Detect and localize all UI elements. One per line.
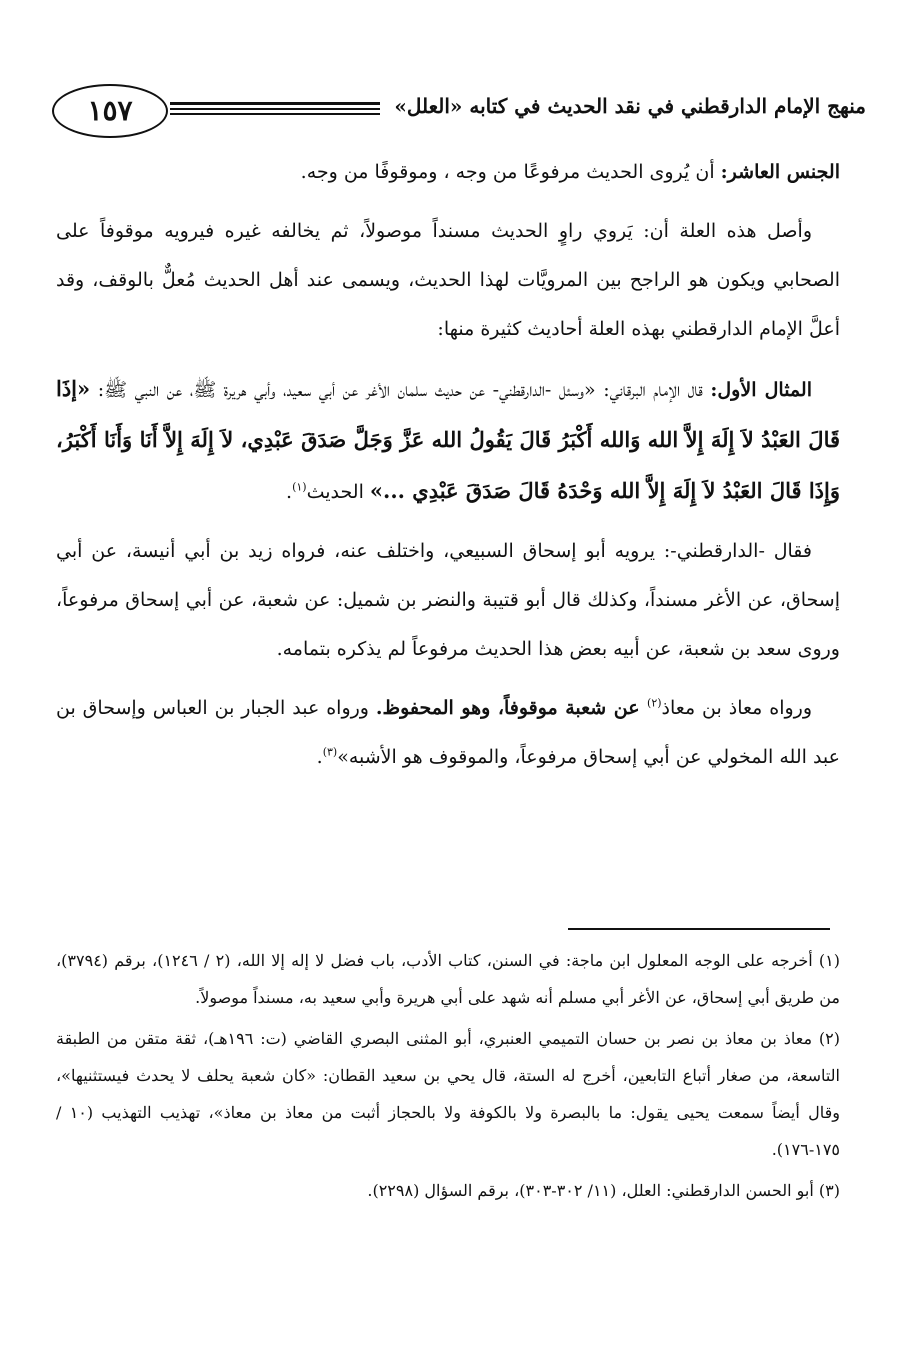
paragraph-text: فقال -الدارقطني-: يرويه أبو إسحاق السبيعي، واختلف عنه، فرواه زيد بن أبي أنيسة، عن أبي إسحاق، عن الأغر مسنداً، وكذلك قال أبو قتيبة والنضر بن شميل: عن شعبة، عن أبي إسحاق مرفوعاً، وروى سعد بن شعبة، عن أبيه بعض هذا الحديث مرفوعاً لم يذكره بتمامه.: [56, 540, 840, 660]
paragraph-text: أن يُروى الحديث مرفوعًا من وجه ، وموقوفًا من وجه.: [300, 161, 721, 183]
emphasis-text: عن شعبة موقوفاً، وهو المحفوظ.: [375, 697, 648, 719]
paragraph-text: الحديث: [306, 481, 370, 503]
paragraph: [56, 148, 840, 197]
header-rule: [170, 102, 380, 105]
paragraph-text: وأصل هذه العلة أن: يَروي راوٍ الحديث مسنداً موصولاً، ثم يخالفه غيره فيرويه موقوفاً على الصحابي ويكون هو الراجح بين المرويَّات لهذا الحديث، ويسمى عند أهل الحديث مُعلٌّ بالوقف، وقد أعلَّ الإمام الدارقطني بهذه العلة أحاديث كثيرة منها:: [56, 220, 840, 340]
page-header: [44, 82, 866, 144]
paragraph-text: قال الإمام البرقاني: «وسئل -الدارقطني- عن حديث سلمان الأغر عن أبي سعيد، وأبي هريرة ﷺ، عن النبي ﷺ:: [90, 379, 711, 401]
paragraph-text: ورواه معاذ بن معاذ: [661, 697, 813, 719]
paragraph: [56, 527, 840, 674]
footnote-ref[interactable]: (٣): [322, 745, 338, 759]
footnote-ref[interactable]: (١): [292, 480, 307, 494]
paragraph: [56, 207, 840, 354]
footnote: (٢) معاذ بن معاذ بن نصر بن حسان التميمي العنبري، أبو المثنى البصري القاضي (ت: ١٩٦هـ)، ثقة متقن من الطبقة التاسعة، من صغار أتباع التابعين، أخرج له الستة، قال يحي بن سعيد القطان: «كان شعبة يحلف لا يحدث فيستثنيها»، وقال أيضاً سمعت يحيى يقول: ما بالبصرة ولا بالكوفة ولا بالحجاز أثبت من معاذ بن معاذ»، تهذيب التهذيب (١٠ / ١٧٥-١٧٦).: [56, 1029, 840, 1159]
footnote-divider: [568, 928, 830, 930]
footnote-ref[interactable]: (٢): [647, 696, 662, 710]
header-rule: [170, 113, 380, 115]
main-text: [56, 148, 840, 792]
footnotes: [56, 942, 840, 1213]
paragraph: ورواه معاذ بن معاذ$^{(٢)}$ عن شعبة موقوفاً، وهو المحفوظ. ورواه عبد الجبار بن العباس وإسحاق بن عبد الله المخولي عن أبي إسحاق مرفوعاً، والموقوف هو الأشبه»$^{(٣)}$.: [56, 696, 840, 768]
example-label: المثال الأول:: [710, 379, 812, 401]
section-label: الجنس العاشر:: [720, 161, 840, 183]
hadith-text: «إذَا قَالَ العَبْدُ لاَ إِلَهَ إِلاَّ الله وَالله أَكْبَرُ قَالَ يَقُولُ الله عَزَّ وَجَلَّ صَدَقَ عَبْدِي، لاَ إِلَهَ إِلاَّ أَنَا وَأَنَا أَكْبَرُ، وَإِذَا قَالَ العَبْدُ لاَ إِلَهَ إِلاَّ الله وَحْدَهُ قَالَ صَدَقَ عَبْدِي ...»: [56, 376, 840, 503]
header-rule: [170, 108, 380, 110]
paragraph: المثال الأول: قال الإمام البرقاني: «وسئل -الدارقطني- عن حديث سلمان الأغر عن أبي سعيد، وأبي هريرة ﷺ، عن النبي ﷺ: «إذَا قَالَ العَبْدُ لاَ إِلَهَ إِلاَّ الله وَالله أَكْبَرُ قَالَ يَقُولُ الله عَزَّ وَجَلَّ صَدَقَ عَبْدِي، لاَ إِلَهَ إِلاَّ أَنَا وَأَنَا أَكْبَرُ، وَإِذَا قَالَ العَبْدُ لاَ إِلَهَ إِلاَّ الله وَحْدَهُ قَالَ صَدَقَ عَبْدِي ...» الحديث$^{(١)}$.: [56, 376, 840, 503]
running-title: منهج الإمام الدارقطني في نقد الحديث في كتابه «العلل»: [394, 94, 866, 118]
paragraph-text: ورواه عبد الجبار بن العباس وإسحاق بن عبد الله المخولي عن أبي إسحاق مرفوعاً، والموقوف هو الأشبه»: [56, 697, 840, 768]
page-number: ١٥٧: [52, 84, 168, 138]
footnote: (٣) أبو الحسن الدارقطني: العلل، (١١/ ٣٠٢-٣٠٣)، برقم السؤال (٢٢٩٨).: [367, 1181, 840, 1200]
footnote: (١) أخرجه على الوجه المعلول ابن ماجة: في السنن، كتاب الأدب، باب فضل لا إله إلا الله، (٢ / ١٢٤٦)، برقم (٣٧٩٤)، من طريق أبي إسحاق، عن الأغر أبي مسلم أنه شهد على أبي هريرة وأبي سعيد به، مسنداً موصولاً.: [56, 951, 841, 1007]
